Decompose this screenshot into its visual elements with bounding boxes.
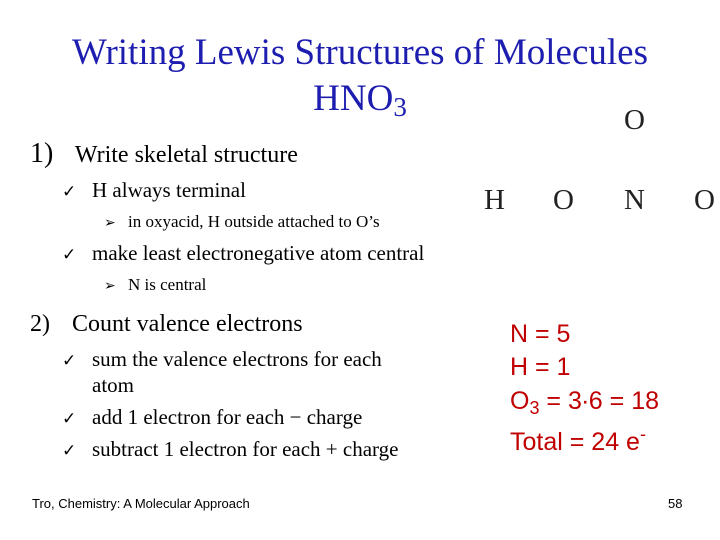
step2-bullet-2 (62, 405, 362, 430)
skeleton-atom-o: O (553, 184, 574, 216)
title-formula (0, 78, 720, 128)
footer-source: Tro, Chemistry: A Molecular Approach (32, 496, 250, 511)
skeleton-atom-n: N (624, 184, 645, 216)
step1-heading (30, 138, 298, 170)
bullet-text: in oxyacid, H outside attached to O’s (128, 212, 380, 231)
slide-title: Writing Lewis Structures of Molecules (72, 32, 648, 73)
bullet-text: sum the valence electrons for each (92, 347, 382, 371)
check-icon: ✓ (62, 441, 77, 461)
step2-bullet-1 (62, 347, 382, 372)
count-total-superscript: - (639, 424, 646, 444)
step2-heading (30, 311, 303, 338)
count-total-text: Total = 24 e (510, 428, 640, 456)
step2-number: 2) (30, 311, 50, 337)
step1-number: 1) (30, 138, 54, 169)
bullet-text: H always terminal (92, 178, 246, 202)
arrow-icon: ➢ (104, 215, 116, 231)
step2-heading-text: Count valence electrons (72, 311, 303, 337)
step2-bullet-1-cont: atom (92, 373, 134, 397)
step1-bullet-a-sub (104, 212, 380, 232)
count-h: H = 1 (510, 353, 571, 381)
count-o (510, 387, 659, 423)
arrow-icon: ➢ (104, 278, 116, 294)
step1-bullet-a (62, 178, 246, 203)
skeleton-atom-top-o: O (624, 104, 645, 136)
step1-heading-text: Write skeletal structure (74, 142, 298, 168)
step2-bullet-3 (62, 437, 398, 462)
step1-bullet-b (62, 241, 424, 266)
formula-subscript: 3 (393, 92, 407, 122)
skeleton-atom-o-right: O (694, 184, 715, 216)
count-o-subscript: 3 (529, 398, 540, 418)
count-n: N = 5 (510, 320, 571, 348)
bullet-text: add 1 electron for each − charge (92, 405, 363, 429)
bullet-text: N is central (128, 275, 207, 294)
check-icon: ✓ (62, 245, 77, 265)
check-icon: ✓ (62, 409, 77, 429)
count-total (510, 420, 646, 457)
count-o-base: O (510, 387, 530, 415)
check-icon: ✓ (62, 182, 77, 202)
check-icon: ✓ (62, 351, 77, 371)
bullet-text: make least electronegative atom central (92, 241, 425, 265)
formula-base: HNO (313, 78, 394, 119)
count-o-rest: = 3∙6 = 18 (539, 387, 660, 415)
bullet-text: subtract 1 electron for each + charge (92, 437, 399, 461)
step1-bullet-b-sub (104, 275, 206, 295)
page-number: 58 (668, 496, 683, 511)
skeleton-atom-h: H (484, 184, 505, 216)
